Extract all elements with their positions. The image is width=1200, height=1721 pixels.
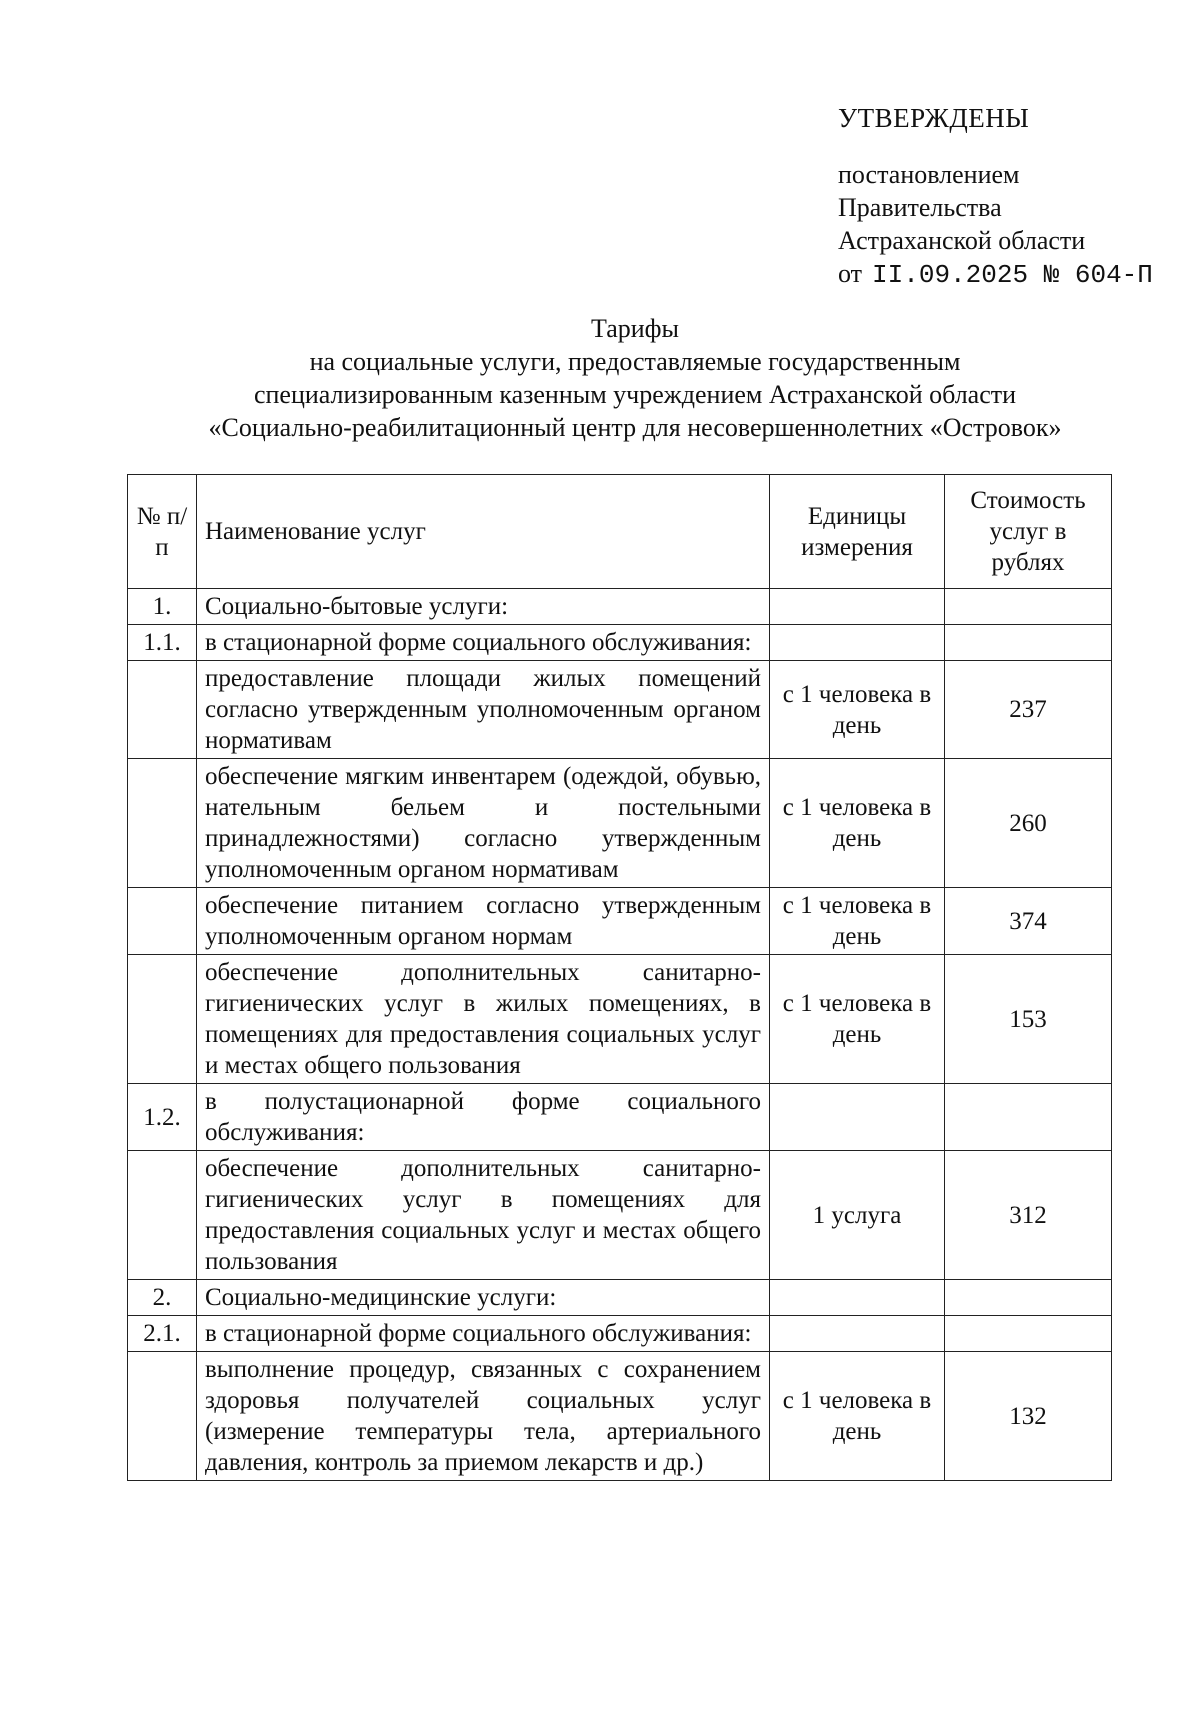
row-price: 132 xyxy=(945,1352,1112,1481)
row-no: 1. xyxy=(128,589,197,625)
row-no: 2. xyxy=(128,1280,197,1316)
row-no xyxy=(128,759,197,888)
row-no xyxy=(128,888,197,955)
row-price xyxy=(945,1280,1112,1316)
table-row xyxy=(128,1151,1112,1280)
row-unit: с 1 человека в день xyxy=(770,1352,945,1481)
header-no: № п/п xyxy=(128,475,197,589)
document-title xyxy=(0,312,1200,444)
row-no xyxy=(128,1151,197,1280)
row-name: обеспечение дополнительных санитарно-гигиенических услуг в жилых помещениях, в помещениях для предоставления социальных услуг и местах общего пользования xyxy=(197,955,770,1084)
row-no xyxy=(128,955,197,1084)
row-name: обеспечение питанием согласно утвержденным уполномоченным органом нормам xyxy=(197,888,770,955)
title-line-3: специализированным казенным учреждением Астраханской области xyxy=(253,380,1017,409)
table-row xyxy=(128,888,1112,955)
table-row xyxy=(128,1352,1112,1481)
row-name: обеспечение дополнительных санитарно-гигиенических услуг в помещениях для предоставления социальных услуг и местах общего пользования xyxy=(197,1151,770,1280)
approval-line-2: Правительства xyxy=(838,193,1002,222)
header-unit: Единицы измерения xyxy=(770,475,945,589)
row-unit: 1 услуга xyxy=(770,1151,945,1280)
approval-heading: УТВЕРЖДЕНЫ xyxy=(838,103,1030,133)
row-name: в стационарной форме социального обслуживания: xyxy=(197,1316,770,1352)
approval-date-line xyxy=(838,257,1153,292)
approval-line-1: постановлением xyxy=(838,160,1020,189)
approval-date-number: II.09.2025 № 604-П xyxy=(872,260,1153,290)
header-price: Стоимость услуг в рублях xyxy=(945,475,1112,589)
row-price: 312 xyxy=(945,1151,1112,1280)
row-no: 1.1. xyxy=(128,625,197,661)
row-name: предоставление площади жилых помещений согласно утвержденным уполномоченным органом нормативам xyxy=(197,661,770,759)
row-name: обеспечение мягким инвентарем (одеждой, обувью, нательным бельем и постельными принадлежностями) согласно утвержденным уполномоченным органом нормативам xyxy=(197,759,770,888)
row-unit: с 1 человека в день xyxy=(770,955,945,1084)
row-no: 2.1. xyxy=(128,1316,197,1352)
row-price xyxy=(945,589,1112,625)
row-unit xyxy=(770,1280,945,1316)
row-name: Социально-медицинские услуги: xyxy=(197,1280,770,1316)
row-no xyxy=(128,1352,197,1481)
row-no: 1.2. xyxy=(128,1084,197,1151)
approval-block xyxy=(838,102,1153,292)
approval-line-3: Астраханской области xyxy=(838,226,1086,255)
table-row xyxy=(128,1316,1112,1352)
row-price: 260 xyxy=(945,759,1112,888)
row-unit: с 1 человека в день xyxy=(770,759,945,888)
row-unit: с 1 человека в день xyxy=(770,661,945,759)
row-price: 237 xyxy=(945,661,1112,759)
row-name: Социально-бытовые услуги: xyxy=(197,589,770,625)
row-no xyxy=(128,661,197,759)
approval-from: от xyxy=(838,259,863,288)
table-header-row xyxy=(128,475,1112,589)
row-unit xyxy=(770,589,945,625)
row-price: 374 xyxy=(945,888,1112,955)
title-line-1: Тарифы xyxy=(590,314,679,343)
row-name: в стационарной форме социального обслуживания: xyxy=(197,625,770,661)
row-price xyxy=(945,1316,1112,1352)
row-unit xyxy=(770,625,945,661)
row-unit: с 1 человека в день xyxy=(770,888,945,955)
title-line-2: на социальные услуги, предоставляемые государственным xyxy=(309,347,961,376)
tariffs-table xyxy=(127,474,1112,1481)
table-row xyxy=(128,625,1112,661)
header-name: Наименование услуг xyxy=(197,475,770,589)
row-price xyxy=(945,625,1112,661)
row-name: выполнение процедур, связанных с сохранением здоровья получателей социальных услуг (измерение температуры тела, артериального давления, контроль за приемом лекарств и др.) xyxy=(197,1352,770,1481)
table-row xyxy=(128,759,1112,888)
row-unit xyxy=(770,1316,945,1352)
row-price: 153 xyxy=(945,955,1112,1084)
table-row xyxy=(128,661,1112,759)
table-row xyxy=(128,955,1112,1084)
table-row xyxy=(128,1280,1112,1316)
table-row xyxy=(128,1084,1112,1151)
table-row xyxy=(128,589,1112,625)
row-name: в полустационарной форме социального обслуживания: xyxy=(197,1084,770,1151)
title-line-4: «Социально-реабилитационный центр для несовершеннолетних «Островок» xyxy=(208,413,1062,442)
row-price xyxy=(945,1084,1112,1151)
row-unit xyxy=(770,1084,945,1151)
